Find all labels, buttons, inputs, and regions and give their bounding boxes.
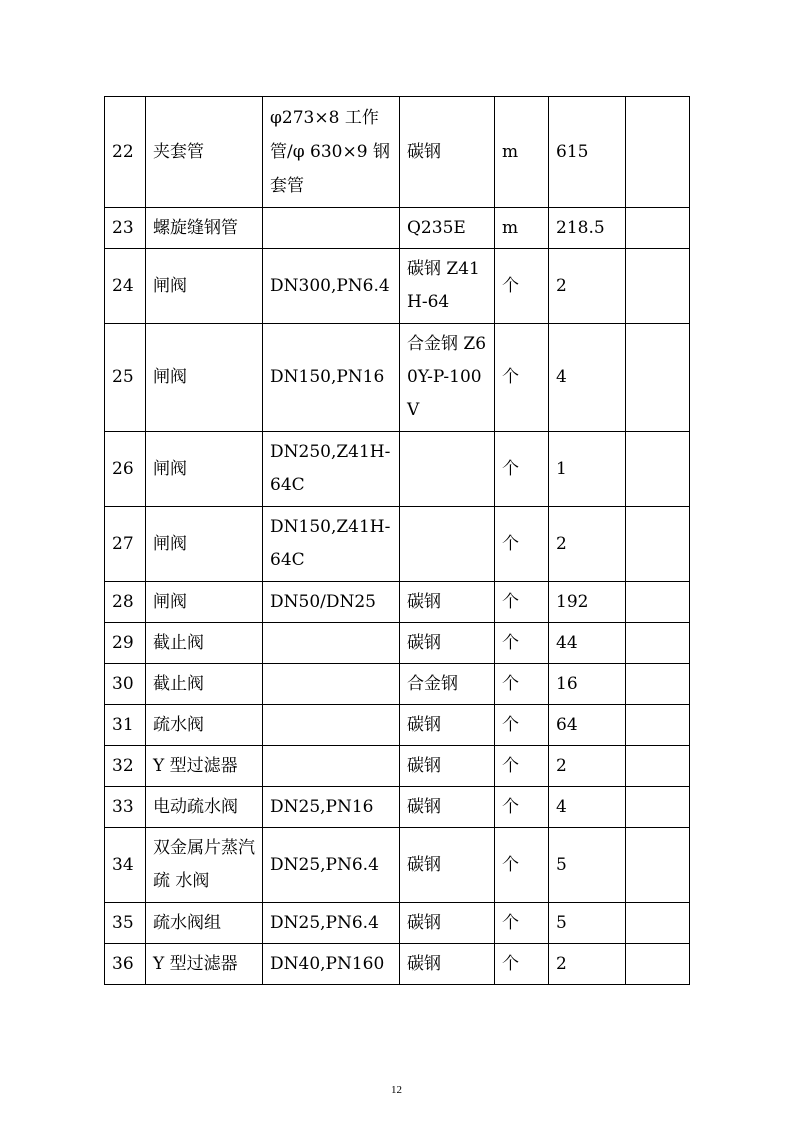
table-row [105,705,690,746]
item-quantity: 192 [549,582,626,623]
item-quantity: 64 [549,705,626,746]
row-number: 30 [105,664,146,705]
table-row [105,787,690,828]
item-quantity: 2 [549,249,626,324]
item-material: 碳钢 [400,746,495,787]
page-number: 12 [391,1084,402,1096]
item-material: 碳钢 [400,623,495,664]
item-name: 闸阀 [146,324,263,432]
item-quantity: 4 [549,324,626,432]
item-spec [263,705,400,746]
item-name: 闸阀 [146,507,263,582]
item-unit: 个 [495,582,549,623]
table-row [105,208,690,249]
item-unit: 个 [495,944,549,985]
item-remark [626,208,690,249]
material-list-table [104,96,690,985]
table-row [105,249,690,324]
table-row [105,97,690,208]
item-spec: DN250,Z41H-64C [263,432,400,507]
item-name: 螺旋缝钢管 [146,208,263,249]
table-row [105,903,690,944]
item-remark [626,582,690,623]
item-quantity: 2 [549,746,626,787]
item-name: 夹套管 [146,97,263,208]
table-row [105,944,690,985]
item-remark [626,324,690,432]
row-number: 25 [105,324,146,432]
item-material: 碳钢 Z41H-64 [400,249,495,324]
item-remark [626,705,690,746]
item-quantity: 1 [549,432,626,507]
item-remark [626,432,690,507]
item-unit: m [495,97,549,208]
item-material: 碳钢 [400,903,495,944]
item-material [400,507,495,582]
table-row [105,828,690,903]
table-row [105,746,690,787]
item-material: 合金钢 Z60Y-P-100V [400,324,495,432]
item-spec: DN40,PN160 [263,944,400,985]
item-unit: 个 [495,432,549,507]
row-number: 22 [105,97,146,208]
table-row [105,324,690,432]
row-number: 31 [105,705,146,746]
item-unit: m [495,208,549,249]
item-material: 碳钢 [400,705,495,746]
item-unit: 个 [495,705,549,746]
item-spec: DN300,PN6.4 [263,249,400,324]
item-quantity: 2 [549,507,626,582]
table-row [105,582,690,623]
item-spec: DN25,PN6.4 [263,903,400,944]
item-quantity: 218.5 [549,208,626,249]
item-name: Y 型过滤器 [146,746,263,787]
item-quantity: 2 [549,944,626,985]
item-material: 碳钢 [400,97,495,208]
item-unit: 个 [495,828,549,903]
row-number: 27 [105,507,146,582]
row-number: 33 [105,787,146,828]
item-name: Y 型过滤器 [146,944,263,985]
item-material: 碳钢 [400,582,495,623]
item-material: 碳钢 [400,828,495,903]
row-number: 34 [105,828,146,903]
item-material [400,432,495,507]
row-number: 35 [105,903,146,944]
item-unit: 个 [495,507,549,582]
item-remark [626,97,690,208]
item-name: 截止阀 [146,664,263,705]
item-quantity: 4 [549,787,626,828]
item-name: 电动疏水阀 [146,787,263,828]
item-remark [626,746,690,787]
item-remark [626,787,690,828]
item-spec: DN25,PN16 [263,787,400,828]
item-spec [263,746,400,787]
item-remark [626,944,690,985]
item-remark [626,249,690,324]
table-row [105,507,690,582]
item-unit: 个 [495,623,549,664]
item-quantity: 5 [549,828,626,903]
row-number: 29 [105,623,146,664]
item-unit: 个 [495,903,549,944]
row-number: 36 [105,944,146,985]
item-spec: DN25,PN6.4 [263,828,400,903]
item-unit: 个 [495,664,549,705]
item-name: 闸阀 [146,582,263,623]
item-material: 碳钢 [400,944,495,985]
table-row [105,432,690,507]
item-spec [263,664,400,705]
item-material: 合金钢 [400,664,495,705]
item-spec: DN50/DN25 [263,582,400,623]
table-row [105,623,690,664]
item-unit: 个 [495,249,549,324]
row-number: 32 [105,746,146,787]
item-remark [626,828,690,903]
row-number: 23 [105,208,146,249]
item-name: 疏水阀 [146,705,263,746]
row-number: 24 [105,249,146,324]
row-number: 26 [105,432,146,507]
item-name: 双金属片蒸汽疏 水阀 [146,828,263,903]
item-spec [263,208,400,249]
item-unit: 个 [495,787,549,828]
item-material: Q235E [400,208,495,249]
item-unit: 个 [495,746,549,787]
table-row [105,664,690,705]
item-remark [626,507,690,582]
item-remark [626,903,690,944]
item-material: 碳钢 [400,787,495,828]
item-name: 闸阀 [146,432,263,507]
item-spec [263,623,400,664]
item-quantity: 16 [549,664,626,705]
item-spec: φ273×8 工作管/φ 630×9 钢套管 [263,97,400,208]
item-quantity: 615 [549,97,626,208]
item-name: 闸阀 [146,249,263,324]
item-remark [626,664,690,705]
item-remark [626,623,690,664]
item-spec: DN150,PN16 [263,324,400,432]
item-spec: DN150,Z41H-64C [263,507,400,582]
item-quantity: 44 [549,623,626,664]
item-name: 疏水阀组 [146,903,263,944]
item-name: 截止阀 [146,623,263,664]
item-unit: 个 [495,324,549,432]
row-number: 28 [105,582,146,623]
item-quantity: 5 [549,903,626,944]
